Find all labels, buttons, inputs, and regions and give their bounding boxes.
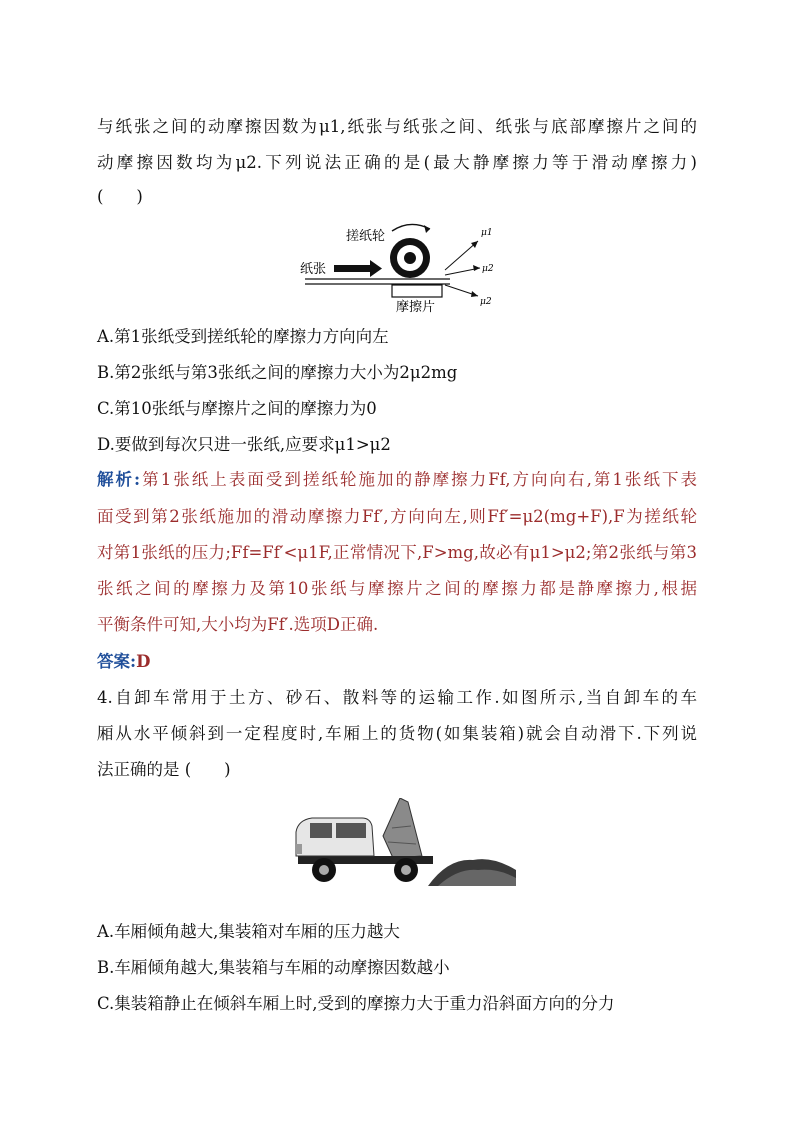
analysis-label: 解析: — [97, 470, 141, 489]
label-paper: 纸张 — [300, 262, 327, 277]
q3-stem-line-2: 动摩擦因数均为μ2.下列说法正确的是(最大静摩擦力等于滑动摩擦力) — [97, 153, 697, 172]
label-mu1: μ1 — [481, 228, 493, 238]
truck-bed — [383, 798, 422, 858]
q3-option-a: A.第1张纸受到搓纸轮的摩擦力方向向左 — [97, 327, 389, 346]
analysis-line-2: 面受到第2张纸施加的滑动摩擦力Ff′,方向向左,则Ff′=μ2(mg+F),F为搓纸轮 — [97, 507, 697, 526]
friction-pad — [392, 285, 442, 297]
q3-stem-line-1: 与纸张之间的动摩擦因数为μ1,纸张与纸张之间、纸张与底部摩擦片之间的 — [97, 117, 697, 136]
q4-stem-line-3: 法正确的是 ( ) — [97, 760, 231, 779]
q4-option-c: C.集装箱静止在倾斜车厢上时,受到的摩擦力大于重力沿斜面方向的分力 — [97, 994, 615, 1013]
q3-answer-blank: ( ) — [97, 187, 143, 206]
q3-option-b: B.第2张纸与第3张纸之间的摩擦力大小为2μ2mg — [97, 363, 458, 382]
q4-option-b: B.车厢倾角越大,集装箱与车厢的动摩擦因数越小 — [97, 958, 450, 977]
q3-option-d: D.要做到每次只进一张纸,应要求μ1>μ2 — [97, 435, 391, 454]
paper-feeder-diagram — [300, 213, 510, 313]
q3-option-c: C.第10张纸与摩擦片之间的摩擦力为0 — [97, 399, 377, 418]
label-roller: 搓纸轮 — [346, 229, 386, 244]
dump-truck-photo — [288, 798, 516, 888]
q4-option-a: A.车厢倾角越大,集装箱对车厢的压力越大 — [97, 922, 400, 941]
label-pad: 摩擦片 — [396, 300, 436, 313]
label-mu2-b: μ2 — [480, 297, 492, 307]
label-mu2-a: μ2 — [482, 264, 494, 274]
analysis-line-4: 张纸之间的摩擦力及第10张纸与摩擦片之间的摩擦力都是静摩擦力,根据 — [97, 579, 697, 598]
answer-value: D — [136, 652, 151, 671]
analysis-line-3: 对第1张纸的压力;Ff=Ff′<μ1F,正常情况下,F>mg,故必有μ1>μ2;第2张纸与第3 — [97, 543, 697, 562]
analysis-line-1: 解析:第1张纸上表面受到搓纸轮施加的静摩擦力Ff,方向向右,第1张纸下表 — [97, 470, 698, 489]
q4-stem-line-2: 厢从水平倾斜到一定程度时,车厢上的货物(如集装箱)就会自动滑下.下列说 — [97, 724, 697, 743]
q4-stem-line-1: 4.自卸车常用于土方、砂石、散料等的运输工作.如图所示,当自卸车的车 — [97, 688, 697, 707]
answer-line — [97, 651, 697, 673]
feed-arrow-icon — [370, 260, 382, 277]
answer-label: 答案: — [97, 652, 137, 671]
analysis-line-5: 平衡条件可知,大小均为Ff′.选项D正确. — [97, 615, 379, 634]
